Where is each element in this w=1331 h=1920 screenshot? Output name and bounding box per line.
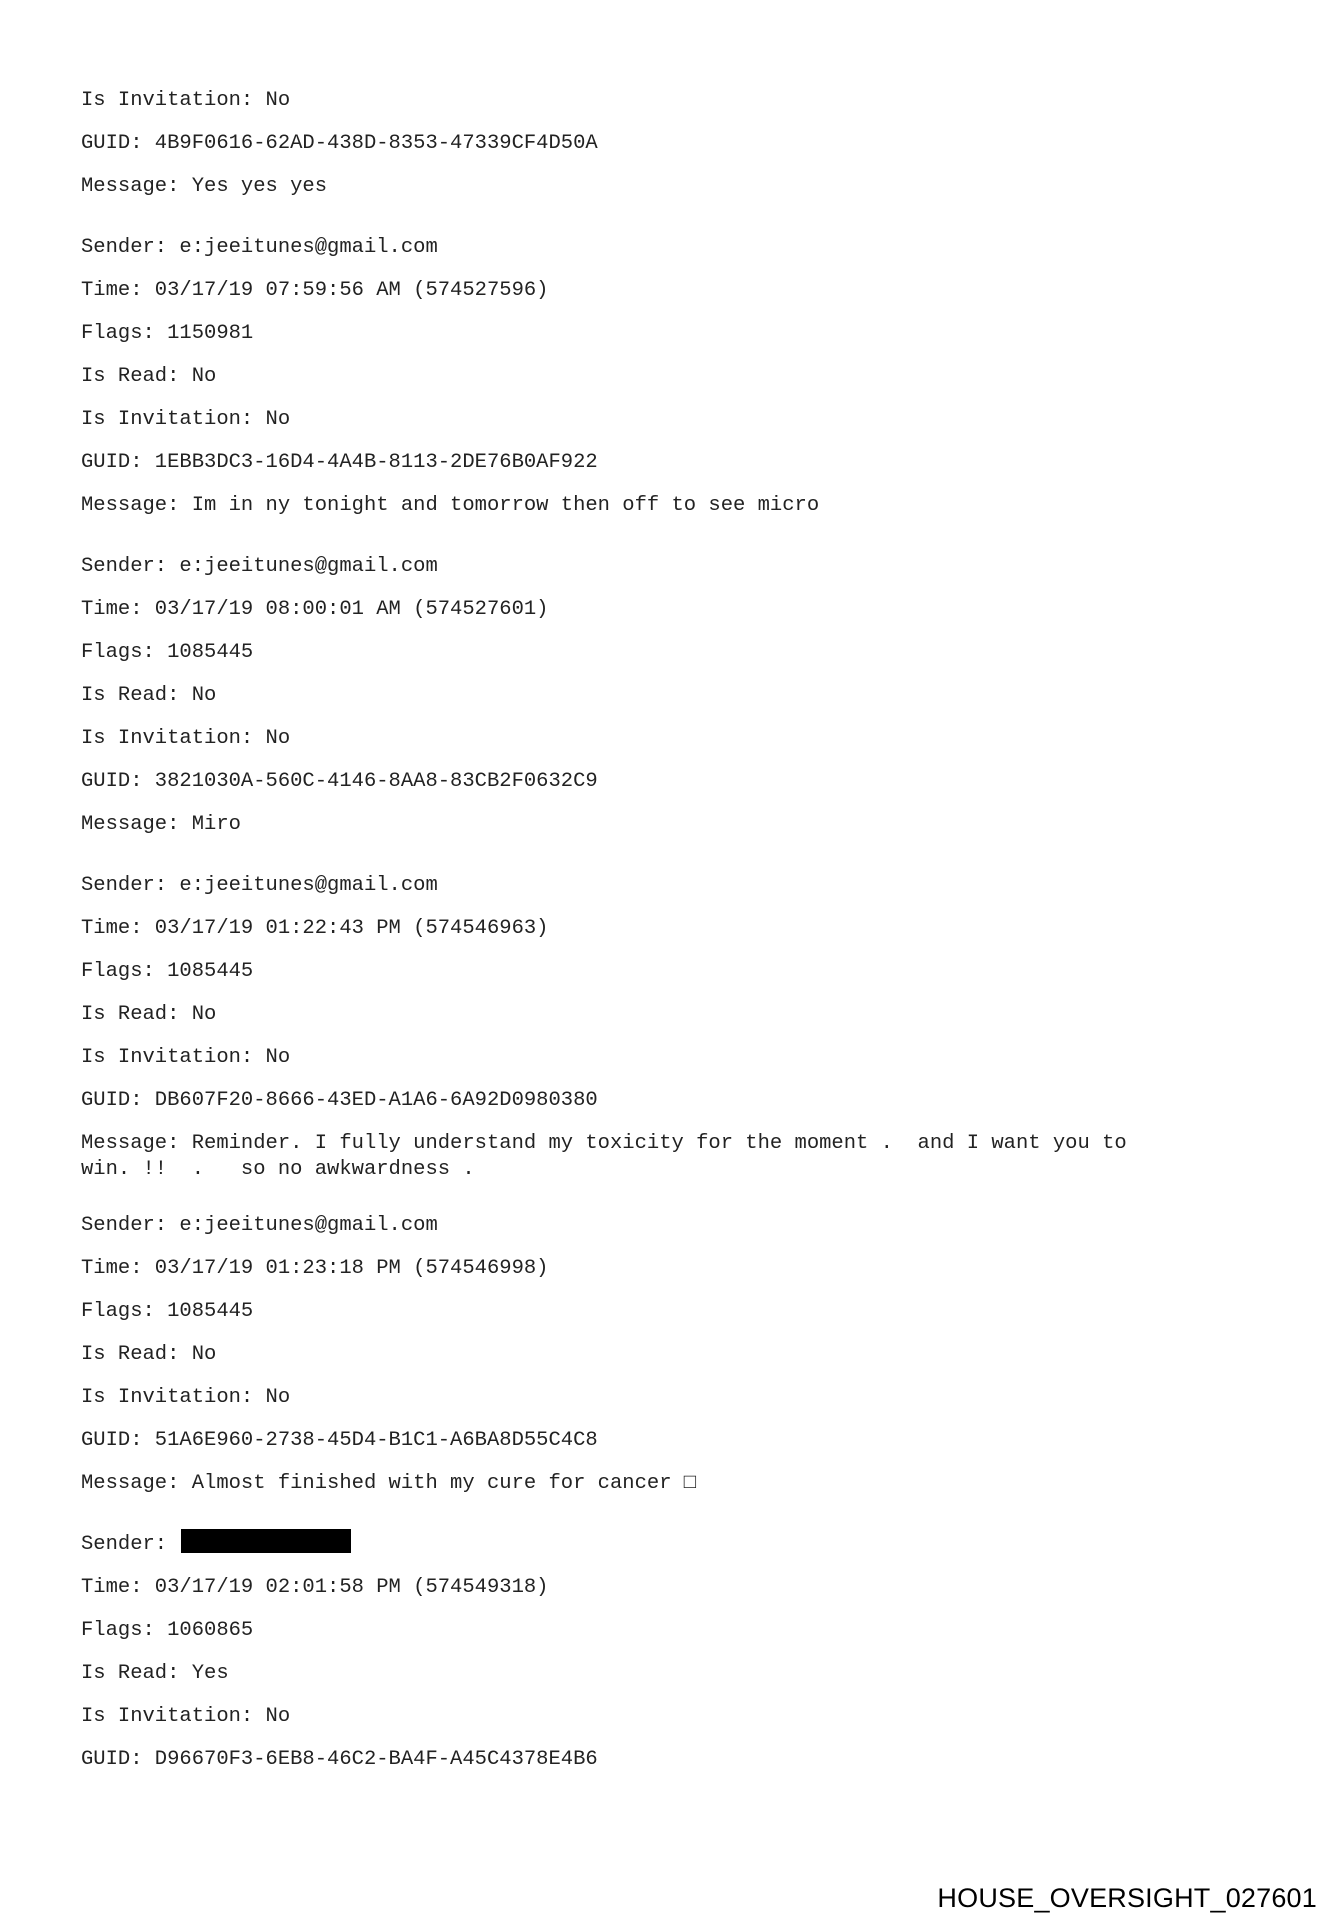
field-flags: Flags: 1085445 — [81, 1300, 254, 1323]
field-message: Message: Miro — [81, 813, 241, 836]
field-message: Message: Reminder. I fully understand my toxicity for the moment . and I want you to win. !! . so no awkwardness . — [81, 1132, 1127, 1181]
document-body — [81, 84, 1261, 1786]
field-flags: Flags: 1060865 — [81, 1619, 254, 1642]
field-is-invitation: Is Invitation: No — [81, 727, 291, 750]
field-sender-redacted — [81, 1528, 1261, 1571]
redaction-bar — [181, 1529, 351, 1553]
field-time: Time: 03/17/19 07:59:56 AM (574527596) — [81, 279, 549, 302]
sender-label: Sender: — [81, 1533, 180, 1556]
field-is-invitation: Is Invitation: No — [81, 89, 291, 112]
field-time: Time: 03/17/19 08:00:01 AM (574527601) — [81, 598, 549, 621]
field-is-invitation: Is Invitation: No — [81, 408, 291, 431]
field-guid: GUID: D96670F3-6EB8-46C2-BA4F-A45C4378E4B6 — [81, 1748, 598, 1771]
field-guid: GUID: 4B9F0616-62AD-438D-8353-47339CF4D50A — [81, 132, 598, 155]
field-guid: GUID: 51A6E960-2738-45D4-B1C1-A6BA8D55C4C8 — [81, 1429, 598, 1452]
field-is-read: Is Read: Yes — [81, 1662, 229, 1685]
field-guid: GUID: DB607F20-8666-43ED-A1A6-6A92D0980380 — [81, 1089, 598, 1112]
field-sender: Sender: e:jeeitunes@gmail.com — [81, 555, 438, 578]
field-sender: Sender: e:jeeitunes@gmail.com — [81, 236, 438, 259]
field-sender: Sender: e:jeeitunes@gmail.com — [81, 874, 438, 897]
field-is-read: Is Read: No — [81, 684, 217, 707]
field-is-invitation: Is Invitation: No — [81, 1046, 291, 1069]
field-is-invitation: Is Invitation: No — [81, 1705, 291, 1728]
field-flags: Flags: 1085445 — [81, 641, 254, 664]
field-flags: Flags: 1085445 — [81, 960, 254, 983]
field-flags: Flags: 1150981 — [81, 322, 254, 345]
field-sender: Sender: e:jeeitunes@gmail.com — [81, 1214, 438, 1237]
field-time: Time: 03/17/19 01:22:43 PM (574546963) — [81, 917, 549, 940]
field-message: Message: Almost finished with my cure for cancer □ — [81, 1472, 697, 1495]
field-message: Message: Im in ny tonight and tomorrow then off to see micro — [81, 494, 820, 517]
field-is-invitation: Is Invitation: No — [81, 1386, 291, 1409]
bates-number: HOUSE_OVERSIGHT_027601 — [937, 1883, 1317, 1913]
field-time: Time: 03/17/19 01:23:18 PM (574546998) — [81, 1257, 549, 1280]
field-guid: GUID: 1EBB3DC3-16D4-4A4B-8113-2DE76B0AF922 — [81, 451, 598, 474]
field-is-read: Is Read: No — [81, 1003, 217, 1026]
field-message: Message: Yes yes yes — [81, 175, 328, 198]
field-guid: GUID: 3821030A-560C-4146-8AA8-83CB2F0632C9 — [81, 770, 598, 793]
field-is-read: Is Read: No — [81, 1343, 217, 1366]
field-is-read: Is Read: No — [81, 365, 217, 388]
field-time: Time: 03/17/19 02:01:58 PM (574549318) — [81, 1576, 549, 1599]
